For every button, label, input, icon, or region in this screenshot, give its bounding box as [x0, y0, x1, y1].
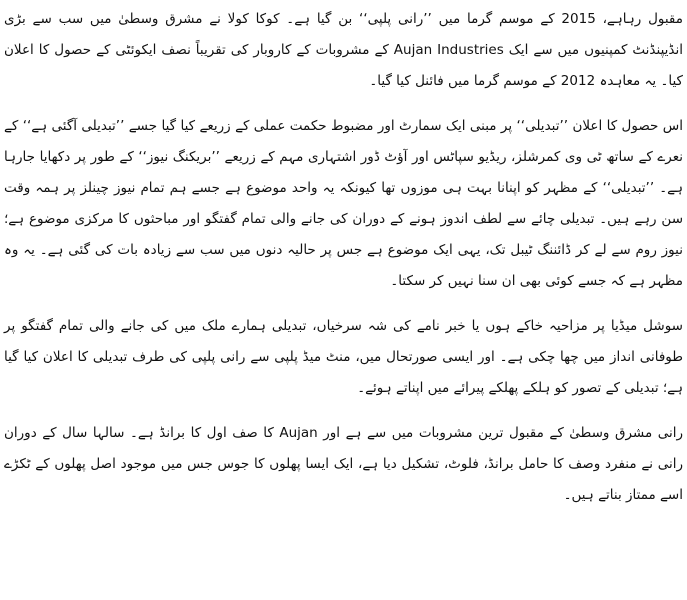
article-paragraph-3: سوشل میڈیا پر مزاحیہ خاکے ہوں یا خبر نامے کی شہ سرخیاں، تبدیلی ہمارے ملک میں کی جانے والی تمام گفتگو پر طوفانی انداز میں چھا چکی ہے۔ اور ایسی صورتحال میں، منٹ میڈ پلپی سے رانی پلپی کی طرف تبدیلی کا اعلان کیا گیا ہے؛ تبدیلی کے تصور کو ہلکے پھلکے پیرائے میں اپناتے ہوئے۔ — [4, 318, 683, 396]
article-paragraph-4: رانی مشرق وسطیٰ کے مقبول ترین مشروبات میں سے ہے اور Aujan کا صف اول کا برانڈ ہے۔ سالہا سال کے دوران رانی نے منفرد وصف کا حامل برانڈ، فلوٹ، تشکیل دیا ہے، ایک ایسا پھلوں کا جوس جس میں موجود اصل پھلوں کے ٹکڑے اسے ممتاز بناتے ہیں۔ — [4, 425, 683, 503]
article-paragraph-2: اس حصول کا اعلان ’’تبدیلی‘‘ پر مبنی ایک سمارٹ اور مضبوط حکمت عملی کے زریعے کیا گیا جسے ’’تبدیلی آگئی ہے‘‘ کے نعرے کے ساتھ ٹی وی کمرشلز، ریڈیو سپاٹس اور آؤٹ ڈور اشتہاری مہم کے زریعے ’’بریکنگ نیوز‘‘ کے طور پر دکھایا جارہا ہے۔ ’’تبدیلی‘‘ کے مظہر کو اپنانا بہت ہی موزوں تھا کیونکہ یہ واحد موضوع ہے جسے ہم تمام نیوز چینلز پر ہمہ وقت سن رہے ہیں۔ تبدیلی چائے سے لطف اندوز ہونے کے دوران کی جانے والی تمام گفتگو اور مباحثوں کا مرکزی موضوع ہے؛ نیوز روم سے لے کر ڈائننگ ٹیبل تک، یہی ایک موضوع ہے جس پر حالیہ دنوں میں سب سے زیادہ بات کی گئی ہے۔ یہ وہ مظہر ہے کہ جسے کوئی بھی ان سنا نہیں کر سکتا۔ — [4, 118, 683, 289]
article-paragraph-1: مقبول رہاہے، 2015 کے موسم گرما میں ’’رانی پلپی‘‘ بن گیا ہے۔ کوکا کولا نے مشرق وسطیٰ میں سب سے بڑی انڈیپنڈنٹ کمپنیوں میں سے ایک Aujan Industries کے مشروبات کے کاروبار کی تقریباً نصف ایکوئٹی کے حصول کا اعلان کیا۔ یہ معاہدہ 2012 کے موسم گرما میں فائنل کیا گیا۔ — [4, 11, 683, 89]
